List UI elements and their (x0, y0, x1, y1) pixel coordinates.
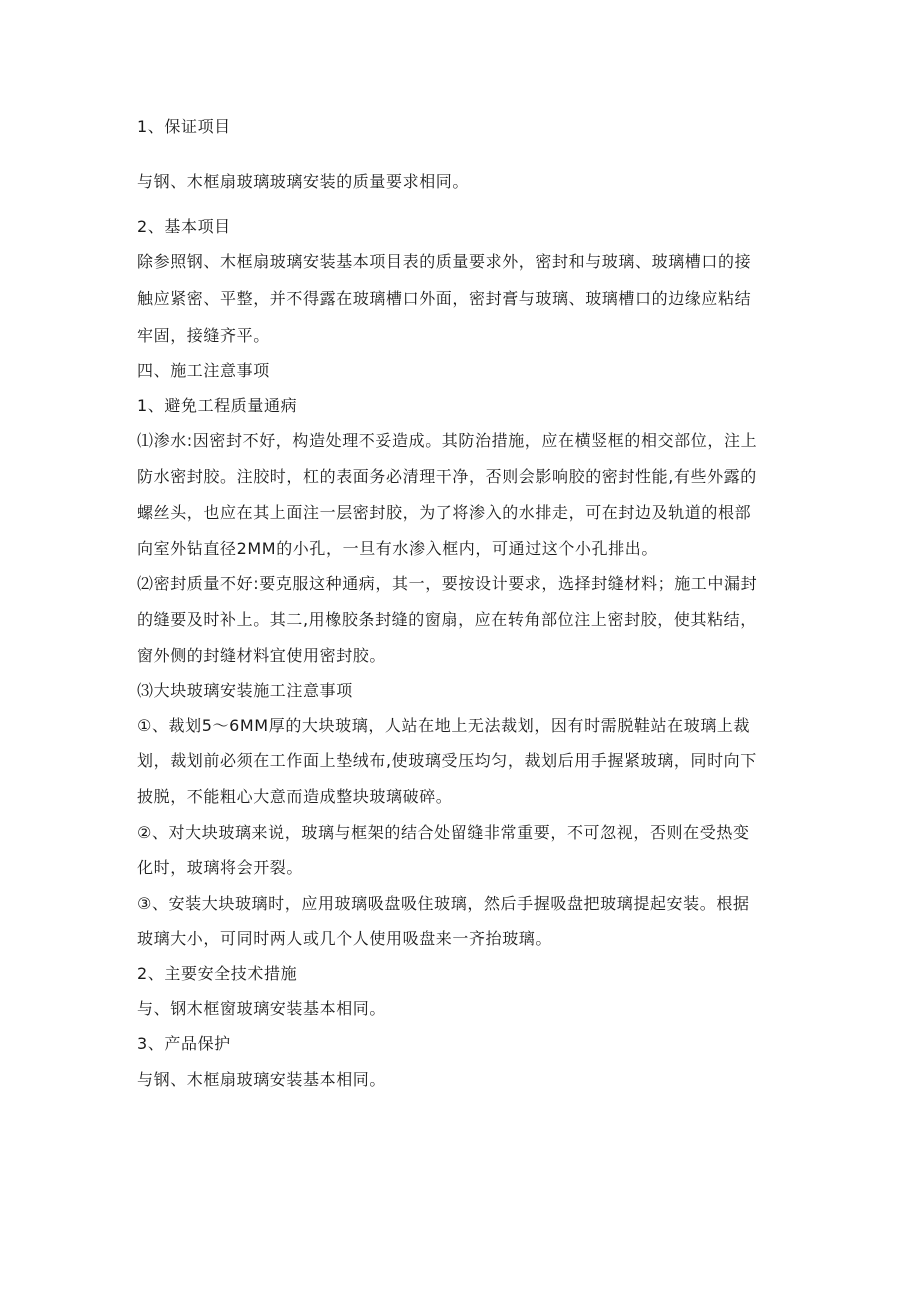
paragraph-line: 牢固，接缝齐平。 (137, 326, 270, 345)
paragraph-line: ⑴渗水:因密封不好，构造处理不妥造成。其防治措施，应在横竖框的相交部位，注上 (137, 431, 758, 450)
paragraph-line: 披脱，不能粗心大意而造成整块玻璃破碎。 (137, 787, 453, 806)
subsection-heading: ⑶大块玻璃安装施工注意事项 (137, 681, 353, 700)
paragraph-line: 向室外钻直径2MM的小孔，一旦有水渗入框内，可通过这个小孔排出。 (137, 539, 658, 558)
paragraph-line: 除参照钢、木框扇玻璃安装基本项目表的质量要求外，密封和与玻璃、玻璃槽口的接 (137, 252, 752, 271)
paragraph-line: 与、钢木框窗玻璃安装基本相同。 (137, 999, 387, 1018)
paragraph-line: 与钢、木框扇玻璃安装基本相同。 (137, 1070, 387, 1089)
subsection-heading: 2、主要安全技术措施 (137, 964, 298, 983)
subsection-heading: 1、避免工程质量通病 (137, 396, 298, 415)
section-heading: 四、施工注意事项 (137, 361, 270, 380)
paragraph-line: 化时，玻璃将会开裂。 (137, 858, 304, 877)
paragraph-line: 玻璃大小，可同时两人或几个人使用吸盘来一齐抬玻璃。 (137, 929, 553, 948)
paragraph-line: 划，裁划前必须在工作面上垫绒布,使玻璃受压均匀，裁划后用手握紧玻璃，同时向下 (137, 751, 757, 770)
paragraph-line: 与钢、木框扇玻璃玻璃安装的质量要求相同。 (137, 172, 470, 191)
paragraph-line: ①、裁划5～6MM厚的大块玻璃，人站在地上无法裁划，因有时需脱鞋站在玻璃上裁 (137, 716, 751, 735)
paragraph-line: ⑵密封质量不好:要克服这种通病，其一，要按设计要求，选择封缝材料；施工中漏封 (137, 574, 758, 593)
paragraph-line: 的缝要及时补上。其二,用橡胶条封缝的窗扇，应在转角部位注上密封胶，使其粘结， (137, 610, 757, 629)
paragraph-line: ②、对大块玻璃来说，玻璃与框架的结合处留缝非常重要，不可忽视，否则在受热变 (137, 823, 750, 842)
paragraph-line: 窗外侧的封缝材料宜使用密封胶。 (137, 646, 387, 665)
heading-basic-items: 2、基本项目 (137, 217, 231, 236)
paragraph-line: ③、安装大块玻璃时，应用玻璃吸盘吸住玻璃，然后手握吸盘把玻璃提起安装。根据 (137, 894, 750, 913)
heading-guarantee-items: 1、保证项目 (137, 117, 231, 136)
subsection-heading: 3、产品保护 (137, 1034, 231, 1053)
paragraph-line: 防水密封胶。注胶时，杠的表面务必清理干净，否则会影响胶的密封性能,有些外露的 (137, 467, 757, 486)
paragraph-line: 螺丝头，也应在其上面注一层密封胶，为了将渗入的水排走，可在封边及轨道的根部 (137, 503, 752, 522)
paragraph-line: 触应紧密、平整，并不得露在玻璃槽口外面，密封膏与玻璃、玻璃槽口的边缘应粘结 (137, 289, 752, 308)
